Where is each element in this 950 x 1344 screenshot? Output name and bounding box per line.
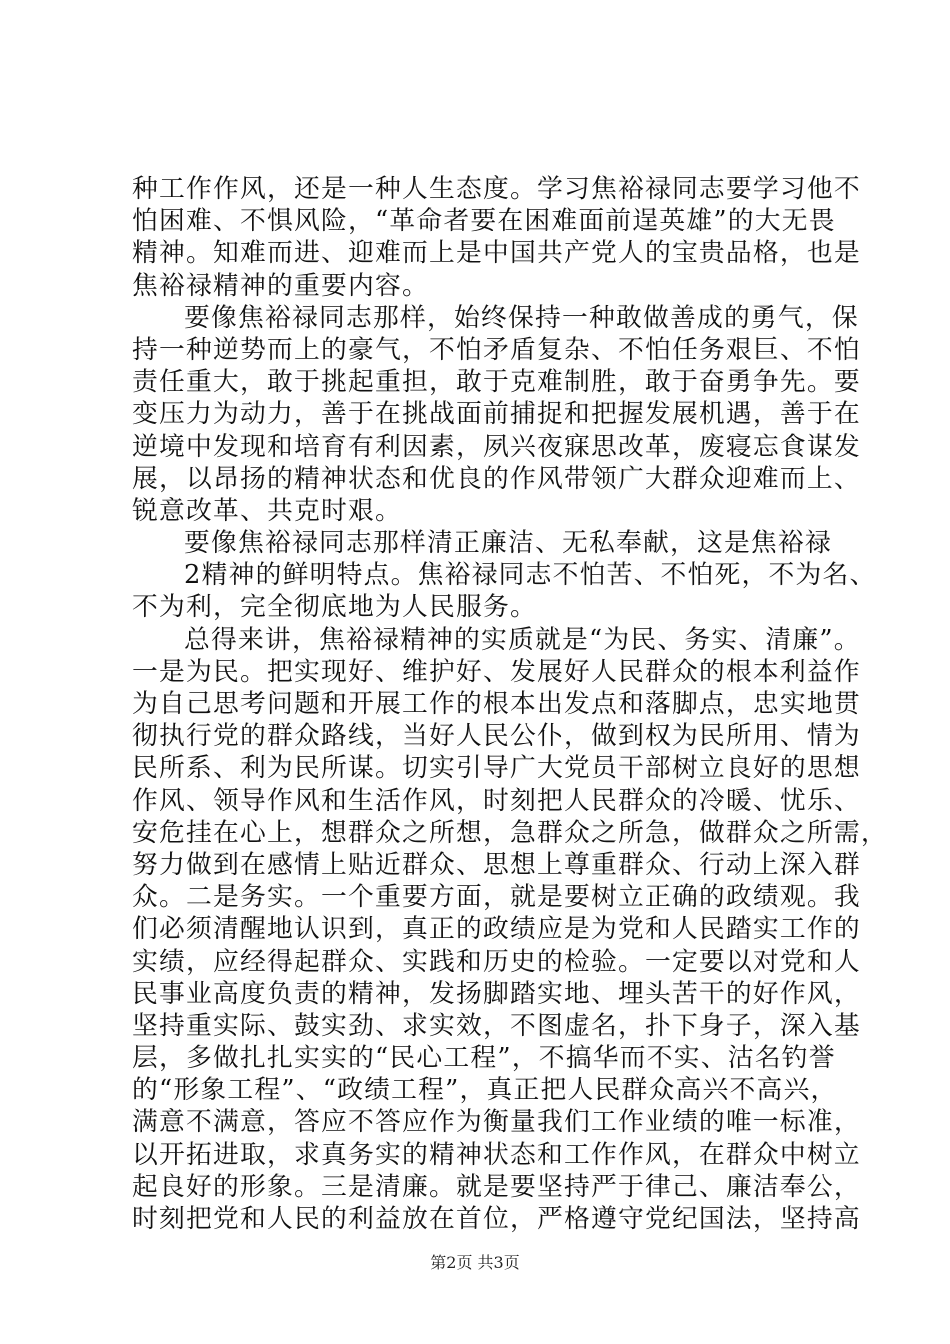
text-line: 层，多做扎扎实实的“民心工程”，不搞华而不实、沽名钓誉 xyxy=(132,1043,836,1074)
text-line: 不为利，完全彻底地为人民服务。 xyxy=(132,592,537,623)
text-line: 种工作作风，还是一种人生态度。学习焦裕禄同志要学习他不 xyxy=(132,174,861,204)
text-line: 安危挂在心上，想群众之所想，急群众之所急，做群众之所需， xyxy=(132,817,888,848)
text-line: 努力做到在感情上贴近群众、思想上尊重群众、行动上深入群 xyxy=(132,849,861,880)
text-line: 坚持重实际、鼓实劲、求实效，不图虚名，扑下身子，深入基 xyxy=(132,1010,861,1041)
text-line: 民事业高度负责的精神，发扬脚踏实地、埋头苦干的好作风， xyxy=(132,978,861,1009)
text-line: 2精神的鲜明特点。焦裕禄同志不怕苦、不怕死，不为名、 xyxy=(184,560,877,591)
text-line: 变压力为动力，善于在挑战面前捕捉和把握发展机遇，善于在 xyxy=(132,399,861,430)
text-line: 为自己思考问题和开展工作的根本出发点和落脚点，忠实地贯 xyxy=(132,689,861,719)
text-line: 焦裕禄精神的重要内容。 xyxy=(132,270,429,301)
text-line: 要像焦裕禄同志那样清正廉洁、无私奉献，这是焦裕禄 xyxy=(184,528,832,559)
text-line: 实绩，应经得起群众、实践和历史的检验。一定要以对党和人 xyxy=(132,946,861,977)
text-line: 作风、领导作风和生活作风，时刻把人民群众的冷暖、忧乐、 xyxy=(132,785,861,816)
body-text xyxy=(132,173,888,1235)
page-footer: 第2页 共3页 xyxy=(430,1253,520,1272)
text-line: 彻执行党的群众路线，当好人民公仆，做到权为民所用、情为 xyxy=(132,721,861,752)
text-line: 时刻把党和人民的利益放在首位，严格遵守党纪国法，坚持高 xyxy=(132,1204,861,1234)
text-line: 起良好的形象。三是清廉。就是要坚持严于律己、廉洁奉公， xyxy=(132,1171,861,1202)
text-line: 民所系、利为民所谋。切实引导广大党员干部树立良好的思想 xyxy=(132,753,861,784)
text-line: 总得来讲，焦裕禄精神的实质就是“为民、务实、清廉”。 xyxy=(184,624,861,655)
text-line: 持一种逆势而上的豪气，不怕矛盾复杂、不怕任务艰巨、不怕 xyxy=(132,334,861,365)
text-line: 一是为民。把实现好、维护好、发展好人民群众的根本利益作 xyxy=(132,656,861,687)
text-line: 逆境中发现和培育有利因素，夙兴夜寐思改革，废寝忘食谋发 xyxy=(132,431,861,462)
text-line: 以开拓进取，求真务实的精神状态和工作作风，在群众中树立 xyxy=(132,1139,861,1170)
text-line: 精神。知难而进、迎难而上是中国共产党人的宝贵品格，也是 xyxy=(132,238,861,269)
text-line: 众。二是务实。一个重要方面，就是要树立正确的政绩观。我 xyxy=(132,882,861,913)
text-line: 锐意改革、共克时艰。 xyxy=(132,495,402,526)
text-line: 展，以昂扬的精神状态和优良的作风带领广大群众迎难而上、 xyxy=(132,463,861,494)
text-line: 怕困难、不惧风险，“革命者要在困难面前逞英雄”的大无畏 xyxy=(132,206,836,237)
text-line: 满意不满意，答应不答应作为衡量我们工作业绩的唯一标准， xyxy=(132,1107,861,1138)
text-line: 们必须清醒地认识到，真正的政绩应是为党和人民踏实工作的 xyxy=(132,914,861,945)
text-line: 的“形象工程”、“政绩工程”，真正把人民群众高兴不高兴， xyxy=(132,1075,838,1106)
text-line: 责任重大，敢于挑起重担，敢于克难制胜，敢于奋勇争先。要 xyxy=(132,367,861,398)
text-line: 要像焦裕禄同志那样，始终保持一种敢做善成的勇气，保 xyxy=(184,302,859,333)
